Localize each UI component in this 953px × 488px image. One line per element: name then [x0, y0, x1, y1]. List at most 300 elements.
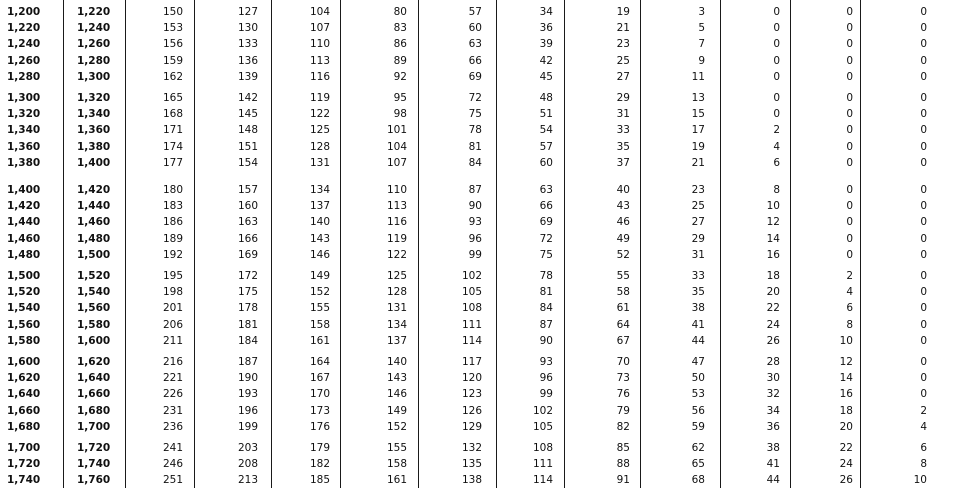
withholding-cell: 84	[468, 156, 482, 169]
withholding-cell: 41	[691, 318, 705, 331]
wage-to-cell: 1,720	[77, 442, 111, 454]
withholding-cell: 78	[468, 124, 482, 137]
withholding-cell: 80	[393, 6, 407, 18]
column-divider	[640, 0, 641, 488]
withholding-cell: 195	[162, 270, 183, 282]
withholding-cell: 199	[237, 420, 258, 433]
withholding-cell: 132	[461, 442, 482, 454]
withholding-cell: 0	[846, 184, 853, 196]
withholding-cell: 2	[846, 270, 853, 282]
withholding-cell: 140	[309, 216, 330, 229]
withholding-cell: 57	[468, 6, 482, 18]
withholding-cell: 126	[461, 404, 482, 417]
withholding-cell: 0	[846, 54, 853, 67]
withholding-cell: 236	[162, 420, 183, 433]
withholding-cell: 138	[461, 474, 482, 487]
withholding-cell: 134	[309, 184, 330, 196]
wage-to-cell: 1,480	[77, 232, 111, 245]
withholding-cell: 52	[616, 248, 630, 261]
withholding-cell: 110	[386, 184, 407, 196]
wage-from-cell: 1,700	[7, 442, 41, 454]
withholding-cell: 137	[309, 200, 330, 213]
withholding-cell: 92	[393, 70, 407, 83]
wage-to-cell: 1,580	[77, 318, 111, 331]
withholding-cell: 62	[691, 442, 705, 454]
withholding-cell: 203	[237, 442, 258, 454]
wage-from-cell: 1,360	[7, 140, 41, 153]
withholding-cell: 36	[766, 420, 780, 433]
withholding-cell: 161	[309, 334, 330, 347]
withholding-cell: 0	[920, 70, 927, 83]
withholding-cell: 148	[237, 124, 258, 137]
withholding-cell: 7	[698, 38, 705, 51]
withholding-cell: 36	[539, 22, 553, 35]
wage-to-cell: 1,420	[77, 184, 111, 196]
withholding-cell: 99	[539, 388, 553, 401]
wage-to-cell: 1,260	[77, 38, 111, 51]
withholding-cell: 241	[162, 442, 183, 454]
withholding-cell: 8	[773, 184, 780, 196]
withholding-cell: 0	[846, 216, 853, 229]
withholding-cell: 102	[461, 270, 482, 282]
withholding-cell: 12	[766, 216, 780, 229]
withholding-cell: 3	[698, 6, 705, 18]
withholding-cell: 45	[539, 70, 553, 83]
withholding-cell: 136	[237, 54, 258, 67]
withholding-cell: 111	[461, 318, 482, 331]
withholding-cell: 95	[393, 92, 407, 104]
withholding-cell: 123	[461, 388, 482, 401]
withholding-cell: 24	[839, 458, 853, 471]
withholding-cell: 196	[237, 404, 258, 417]
withholding-cell: 2	[773, 124, 780, 137]
withholding-cell: 0	[846, 200, 853, 213]
withholding-cell: 107	[386, 156, 407, 169]
withholding-cell: 110	[309, 38, 330, 51]
withholding-cell: 58	[616, 286, 630, 299]
withholding-cell: 25	[691, 200, 705, 213]
withholding-cell: 0	[920, 334, 927, 347]
withholding-cell: 49	[616, 232, 630, 245]
wage-from-cell: 1,220	[7, 22, 41, 35]
withholding-cell: 28	[766, 356, 780, 368]
withholding-cell: 33	[691, 270, 705, 282]
withholding-cell: 174	[162, 140, 183, 153]
withholding-cell: 0	[773, 70, 780, 83]
withholding-cell: 105	[532, 420, 553, 433]
column-divider	[860, 0, 861, 488]
withholding-cell: 51	[539, 108, 553, 121]
withholding-cell: 119	[386, 232, 407, 245]
withholding-cell: 90	[539, 334, 553, 347]
withholding-cell: 122	[309, 108, 330, 121]
withholding-cell: 161	[386, 474, 407, 487]
withholding-cell: 23	[691, 184, 705, 196]
withholding-cell: 0	[920, 54, 927, 67]
withholding-cell: 86	[393, 38, 407, 51]
withholding-cell: 158	[386, 458, 407, 471]
withholding-cell: 21	[616, 22, 630, 35]
withholding-cell: 0	[920, 156, 927, 169]
withholding-cell: 60	[468, 22, 482, 35]
withholding-cell: 65	[691, 458, 705, 471]
withholding-cell: 153	[162, 22, 183, 35]
withholding-cell: 90	[468, 200, 482, 213]
withholding-cell: 149	[386, 404, 407, 417]
withholding-cell: 14	[839, 372, 853, 385]
wage-to-cell: 1,500	[77, 248, 111, 261]
wage-from-cell: 1,420	[7, 200, 41, 213]
withholding-cell: 96	[539, 372, 553, 385]
withholding-cell: 81	[539, 286, 553, 299]
withholding-cell: 135	[461, 458, 482, 471]
withholding-cell: 2	[920, 404, 927, 417]
withholding-cell: 16	[766, 248, 780, 261]
withholding-cell: 157	[237, 184, 258, 196]
withholding-cell: 137	[386, 334, 407, 347]
withholding-cell: 104	[386, 140, 407, 153]
withholding-cell: 89	[393, 54, 407, 67]
wage-to-cell: 1,240	[77, 22, 111, 35]
withholding-cell: 184	[237, 334, 258, 347]
withholding-cell: 46	[616, 216, 630, 229]
withholding-cell: 192	[162, 248, 183, 261]
wage-from-cell: 1,260	[7, 54, 41, 67]
wage-from-cell: 1,580	[7, 334, 41, 347]
withholding-cell: 211	[162, 334, 183, 347]
withholding-cell: 35	[691, 286, 705, 299]
withholding-cell: 63	[468, 38, 482, 51]
withholding-cell: 17	[691, 124, 705, 137]
withholding-cell: 0	[920, 372, 927, 385]
withholding-cell: 23	[616, 38, 630, 51]
withholding-cell: 154	[237, 156, 258, 169]
wage-to-cell: 1,460	[77, 216, 111, 229]
withholding-cell: 99	[468, 248, 482, 261]
withholding-cell: 6	[920, 442, 927, 454]
column-divider	[418, 0, 419, 488]
withholding-cell: 145	[237, 108, 258, 121]
wage-from-cell: 1,680	[7, 420, 41, 433]
withholding-cell: 0	[773, 54, 780, 67]
withholding-cell: 33	[616, 124, 630, 137]
withholding-cell: 8	[846, 318, 853, 331]
withholding-cell: 4	[920, 420, 927, 433]
withholding-cell: 0	[920, 270, 927, 282]
withholding-cell: 10	[913, 474, 927, 487]
withholding-cell: 142	[237, 92, 258, 104]
withholding-cell: 31	[691, 248, 705, 261]
wage-to-cell: 1,680	[77, 404, 111, 417]
withholding-cell: 189	[162, 232, 183, 245]
withholding-cell: 168	[162, 108, 183, 121]
withholding-cell: 44	[766, 474, 780, 487]
withholding-cell: 0	[773, 92, 780, 104]
withholding-cell: 0	[920, 388, 927, 401]
withholding-cell: 183	[162, 200, 183, 213]
withholding-cell: 149	[309, 270, 330, 282]
wage-from-cell: 1,380	[7, 156, 41, 169]
withholding-cell: 173	[309, 404, 330, 417]
withholding-cell: 116	[309, 70, 330, 83]
withholding-cell: 66	[468, 54, 482, 67]
wage-to-cell: 1,340	[77, 108, 111, 121]
wage-from-cell: 1,440	[7, 216, 41, 229]
withholding-cell: 102	[532, 404, 553, 417]
withholding-cell: 53	[691, 388, 705, 401]
withholding-cell: 64	[616, 318, 630, 331]
withholding-cell: 120	[461, 372, 482, 385]
withholding-cell: 27	[691, 216, 705, 229]
wage-to-cell: 1,540	[77, 286, 111, 299]
withholding-cell: 24	[766, 318, 780, 331]
withholding-cell: 57	[539, 140, 553, 153]
withholding-cell: 156	[162, 38, 183, 51]
wage-from-cell: 1,640	[7, 388, 41, 401]
withholding-cell: 131	[386, 302, 407, 315]
withholding-cell: 125	[386, 270, 407, 282]
withholding-cell: 0	[846, 70, 853, 83]
withholding-cell: 29	[691, 232, 705, 245]
withholding-cell: 40	[616, 184, 630, 196]
withholding-cell: 114	[461, 334, 482, 347]
withholding-cell: 190	[237, 372, 258, 385]
withholding-cell: 125	[309, 124, 330, 137]
withholding-cell: 6	[846, 302, 853, 315]
withholding-cell: 68	[691, 474, 705, 487]
withholding-cell: 177	[162, 156, 183, 169]
wage-from-cell: 1,280	[7, 70, 41, 83]
wage-from-cell: 1,540	[7, 302, 41, 315]
withholding-cell: 0	[920, 124, 927, 137]
withholding-cell: 98	[393, 108, 407, 121]
withholding-cell: 185	[309, 474, 330, 487]
withholding-cell: 82	[616, 420, 630, 433]
withholding-cell: 4	[773, 140, 780, 153]
withholding-cell: 150	[162, 6, 183, 18]
withholding-cell: 176	[309, 420, 330, 433]
withholding-cell: 133	[237, 38, 258, 51]
withholding-cell: 163	[237, 216, 258, 229]
withholding-cell: 87	[468, 184, 482, 196]
withholding-cell: 34	[766, 404, 780, 417]
withholding-cell: 8	[920, 458, 927, 471]
withholding-cell: 9	[698, 54, 705, 67]
wage-to-cell: 1,320	[77, 92, 111, 104]
column-divider	[790, 0, 791, 488]
wage-from-cell: 1,480	[7, 248, 41, 261]
withholding-cell: 26	[766, 334, 780, 347]
withholding-cell: 18	[766, 270, 780, 282]
withholding-cell: 31	[616, 108, 630, 121]
withholding-cell: 0	[846, 22, 853, 35]
withholding-cell: 155	[309, 302, 330, 315]
withholding-cell: 34	[539, 6, 553, 18]
withholding-cell: 179	[309, 442, 330, 454]
withholding-cell: 43	[616, 200, 630, 213]
withholding-cell: 55	[616, 270, 630, 282]
withholding-cell: 116	[386, 216, 407, 229]
withholding-cell: 54	[539, 124, 553, 137]
wage-to-cell: 1,700	[77, 420, 111, 433]
wage-from-cell: 1,660	[7, 404, 41, 417]
withholding-cell: 69	[468, 70, 482, 83]
withholding-cell: 193	[237, 388, 258, 401]
withholding-cell: 152	[386, 420, 407, 433]
withholding-cell: 0	[773, 108, 780, 121]
withholding-cell: 44	[691, 334, 705, 347]
withholding-cell: 128	[386, 286, 407, 299]
withholding-cell: 180	[162, 184, 183, 196]
withholding-cell: 187	[237, 356, 258, 368]
withholding-cell: 12	[839, 356, 853, 368]
withholding-cell: 81	[468, 140, 482, 153]
wage-from-cell: 1,320	[7, 108, 41, 121]
withholding-cell: 0	[920, 318, 927, 331]
withholding-cell: 0	[920, 248, 927, 261]
withholding-cell: 0	[920, 302, 927, 315]
withholding-cell: 0	[920, 356, 927, 368]
withholding-cell: 0	[920, 200, 927, 213]
wage-to-cell: 1,740	[77, 458, 111, 471]
withholding-cell: 75	[539, 248, 553, 261]
column-divider	[194, 0, 195, 488]
withholding-cell: 169	[237, 248, 258, 261]
withholding-cell: 178	[237, 302, 258, 315]
withholding-cell: 60	[539, 156, 553, 169]
withholding-cell: 221	[162, 372, 183, 385]
withholding-cell: 107	[309, 22, 330, 35]
withholding-cell: 21	[691, 156, 705, 169]
withholding-cell: 0	[920, 232, 927, 245]
wage-from-cell: 1,340	[7, 124, 41, 137]
withholding-cell: 0	[846, 248, 853, 261]
wage-to-cell: 1,300	[77, 70, 111, 83]
withholding-cell: 108	[532, 442, 553, 454]
wage-to-cell: 1,560	[77, 302, 111, 315]
withholding-cell: 56	[691, 404, 705, 417]
withholding-cell: 134	[386, 318, 407, 331]
withholding-cell: 38	[691, 302, 705, 315]
withholding-cell: 0	[920, 184, 927, 196]
withholding-cell: 113	[386, 200, 407, 213]
withholding-cell: 216	[162, 356, 183, 368]
withholding-cell: 38	[766, 442, 780, 454]
withholding-cell: 246	[162, 458, 183, 471]
withholding-cell: 20	[766, 286, 780, 299]
withholding-cell: 63	[539, 184, 553, 196]
withholding-cell: 20	[839, 420, 853, 433]
withholding-cell: 206	[162, 318, 183, 331]
withholding-cell: 26	[839, 474, 853, 487]
wage-to-cell: 1,220	[77, 6, 111, 18]
withholding-cell: 29	[616, 92, 630, 104]
withholding-cell: 88	[616, 458, 630, 471]
withholding-cell: 75	[468, 108, 482, 121]
withholding-cell: 0	[920, 140, 927, 153]
withholding-cell: 0	[846, 232, 853, 245]
withholding-cell: 171	[162, 124, 183, 137]
withholding-cell: 0	[846, 156, 853, 169]
withholding-cell: 108	[461, 302, 482, 315]
withholding-cell: 104	[309, 6, 330, 18]
withholding-cell: 69	[539, 216, 553, 229]
wage-from-cell: 1,560	[7, 318, 41, 331]
withholding-cell: 172	[237, 270, 258, 282]
withholding-cell: 117	[461, 356, 482, 368]
withholding-cell: 181	[237, 318, 258, 331]
withholding-cell: 226	[162, 388, 183, 401]
withholding-cell: 78	[539, 270, 553, 282]
withholding-cell: 105	[461, 286, 482, 299]
withholding-cell: 16	[839, 388, 853, 401]
withholding-cell: 131	[309, 156, 330, 169]
withholding-cell: 198	[162, 286, 183, 299]
withholding-cell: 201	[162, 302, 183, 315]
withholding-cell: 0	[846, 124, 853, 137]
withholding-cell: 13	[691, 92, 705, 104]
withholding-cell: 146	[386, 388, 407, 401]
withholding-cell: 129	[461, 420, 482, 433]
withholding-cell: 47	[691, 356, 705, 368]
withholding-cell: 10	[766, 200, 780, 213]
withholding-cell: 114	[532, 474, 553, 487]
withholding-cell: 5	[698, 22, 705, 35]
wage-from-cell: 1,620	[7, 372, 41, 385]
withholding-cell: 128	[309, 140, 330, 153]
withholding-cell: 10	[839, 334, 853, 347]
withholding-cell: 167	[309, 372, 330, 385]
withholding-cell: 143	[386, 372, 407, 385]
withholding-cell: 87	[539, 318, 553, 331]
wage-to-cell: 1,400	[77, 156, 111, 169]
withholding-cell: 30	[766, 372, 780, 385]
withholding-cell: 25	[616, 54, 630, 67]
withholding-cell: 0	[846, 38, 853, 51]
withholding-cell: 182	[309, 458, 330, 471]
withholding-cell: 93	[468, 216, 482, 229]
withholding-cell: 130	[237, 22, 258, 35]
wage-from-cell: 1,300	[7, 92, 41, 104]
withholding-cell: 231	[162, 404, 183, 417]
withholding-cell: 96	[468, 232, 482, 245]
withholding-cell: 42	[539, 54, 553, 67]
withholding-cell: 32	[766, 388, 780, 401]
withholding-cell: 27	[616, 70, 630, 83]
withholding-cell: 119	[309, 92, 330, 104]
withholding-cell: 101	[386, 124, 407, 137]
withholding-cell: 37	[616, 156, 630, 169]
withholding-cell: 18	[839, 404, 853, 417]
withholding-cell: 213	[237, 474, 258, 487]
withholding-cell: 70	[616, 356, 630, 368]
withholding-cell: 6	[773, 156, 780, 169]
withholding-cell: 22	[766, 302, 780, 315]
withholding-cell: 166	[237, 232, 258, 245]
withholding-cell: 66	[539, 200, 553, 213]
wage-from-cell: 1,600	[7, 356, 41, 368]
withholding-cell: 0	[920, 92, 927, 104]
withholding-cell: 50	[691, 372, 705, 385]
wage-from-cell: 1,740	[7, 474, 41, 487]
withholding-cell: 122	[386, 248, 407, 261]
withholding-cell: 146	[309, 248, 330, 261]
wage-from-cell: 1,460	[7, 232, 41, 245]
withholding-cell: 83	[393, 22, 407, 35]
withholding-cell: 158	[309, 318, 330, 331]
withholding-cell: 72	[539, 232, 553, 245]
wage-to-cell: 1,360	[77, 124, 111, 137]
